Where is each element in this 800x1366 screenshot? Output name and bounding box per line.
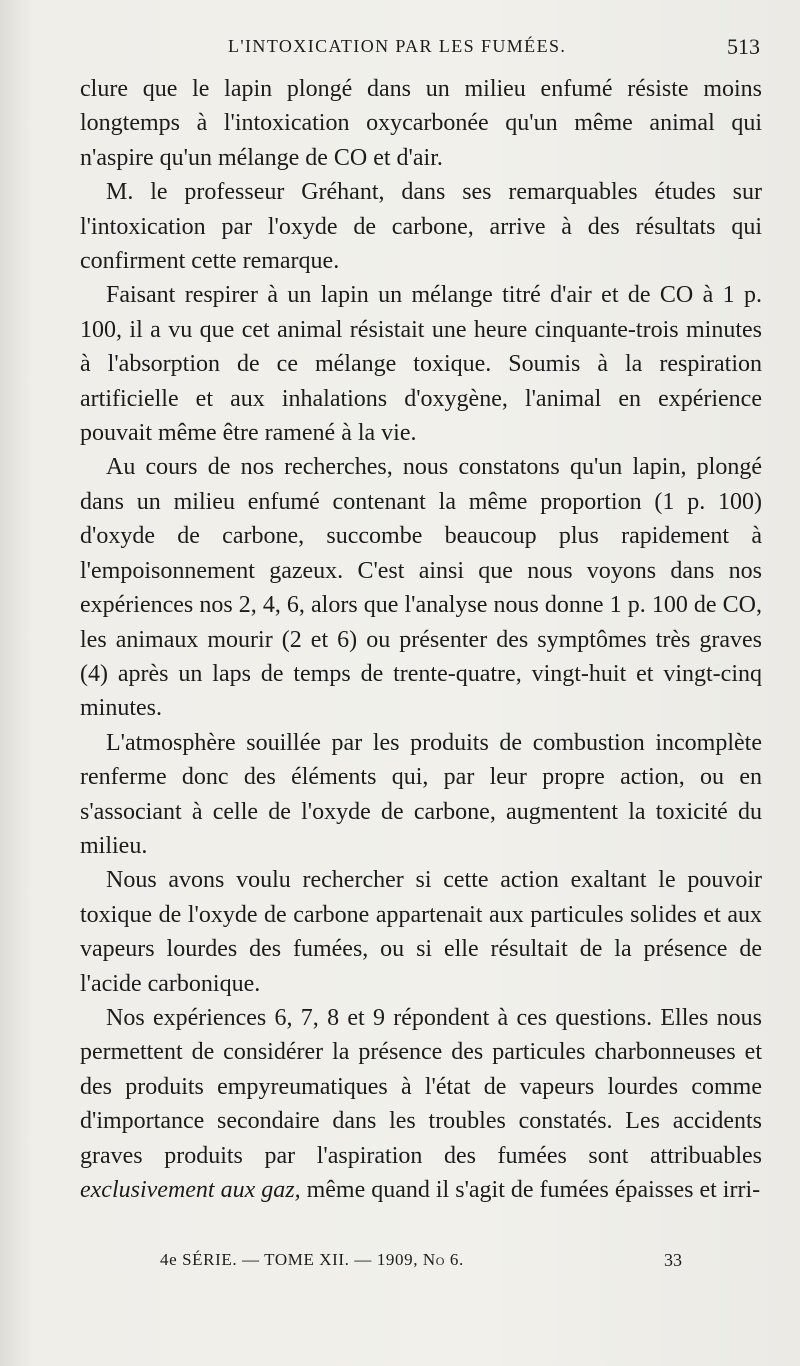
- page-number: 513: [727, 34, 760, 59]
- paragraph-atmosphere: L'atmosphère souillée par les produits de combustion incomplète renferme donc des éléments qui, par leur propre action, ou en s'associant à celle de l'oxyde de carbone, augmentent la toxicité du milieu.: [80, 729, 762, 859]
- paragraph-experiments-end: même quand il s'agit de fumées épaisses et irri-: [306, 1177, 761, 1203]
- series-signature: [160, 1250, 464, 1270]
- paragraph-experiments: [80, 1001, 762, 1207]
- sheet-number: 33: [664, 1250, 682, 1270]
- running-title: L'INTOXICATION PAR LES FUMÉES.: [228, 36, 567, 56]
- body-text: [80, 72, 762, 1207]
- page-footer: [80, 1250, 760, 1280]
- paragraph-our-research: Au cours de nos recherches, nous constatons qu'un lapin, plongé dans un milieu enfumé contenant la même proportion (1 p. 100) d'oxyde de carbone, succombe beaucoup plus rapidement à l'empoisonnement gazeux. C'est ainsi que nous voyons dans nos expériences nos 2, 4, 6, alors que l'analyse nous donne 1 p. 100 de CO, les animaux mourir (2 et 6) ou présenter des symptômes très graves (4) après un laps de temps de trente-quatre, vingt-huit et vingt-cinq minutes.: [80, 454, 762, 722]
- paragraph-experiments-main: Nos expériences 6, 7, 8 et 9 répondent à ces questions. Elles nous permettent de considérer la présence des particules charbonneuses et des produits empyreumatiques à l'état de vapeurs lourdes comme d'importance secondaire dans les troubles constatés. Les accidents graves produits par l'aspiration des fumées sont attribuables: [80, 1004, 762, 1169]
- paragraph-grehant: M. le professeur Gréhant, dans ses remarquables études sur l'intoxication par l'oxyde de carbone, arrive à des résultats qui confirment cette remarque.: [80, 179, 762, 275]
- series-number: 4e: [160, 1250, 178, 1269]
- paragraph-experiment-rabbit: Faisant respirer à un lapin un mélange titré d'air et de CO à 1 p. 100, il a vu que cet animal résistait une heure cinquante-trois minutes à l'absorption de ce mélange toxique. Soumis à la respiration artificielle et aux inhalations d'oxygène, l'animal en expérience pouvait même être ramené à la vie.: [80, 282, 762, 447]
- paragraph-continuation: clure que le lapin plongé dans un milieu enfumé résiste moins longtemps à l'intoxication oxycarbonée qu'un même animal qui n'aspire qu'un mélange de CO et d'air.: [80, 76, 762, 171]
- emphasis-exclusively-gases: exclusivement aux gaz,: [80, 1177, 301, 1203]
- series-volume-info: SÉRIE. — TOME XII. — 1909, No 6.: [182, 1250, 464, 1269]
- paragraph-toxic-action: Nous avons voulu rechercher si cette action exaltant le pouvoir toxique de l'oxyde de carbone appartenait aux particules solides et aux vapeurs lourdes des fumées, ou si elle résultait de la présence de l'acide carbonique.: [80, 867, 762, 997]
- page-header: [80, 30, 760, 62]
